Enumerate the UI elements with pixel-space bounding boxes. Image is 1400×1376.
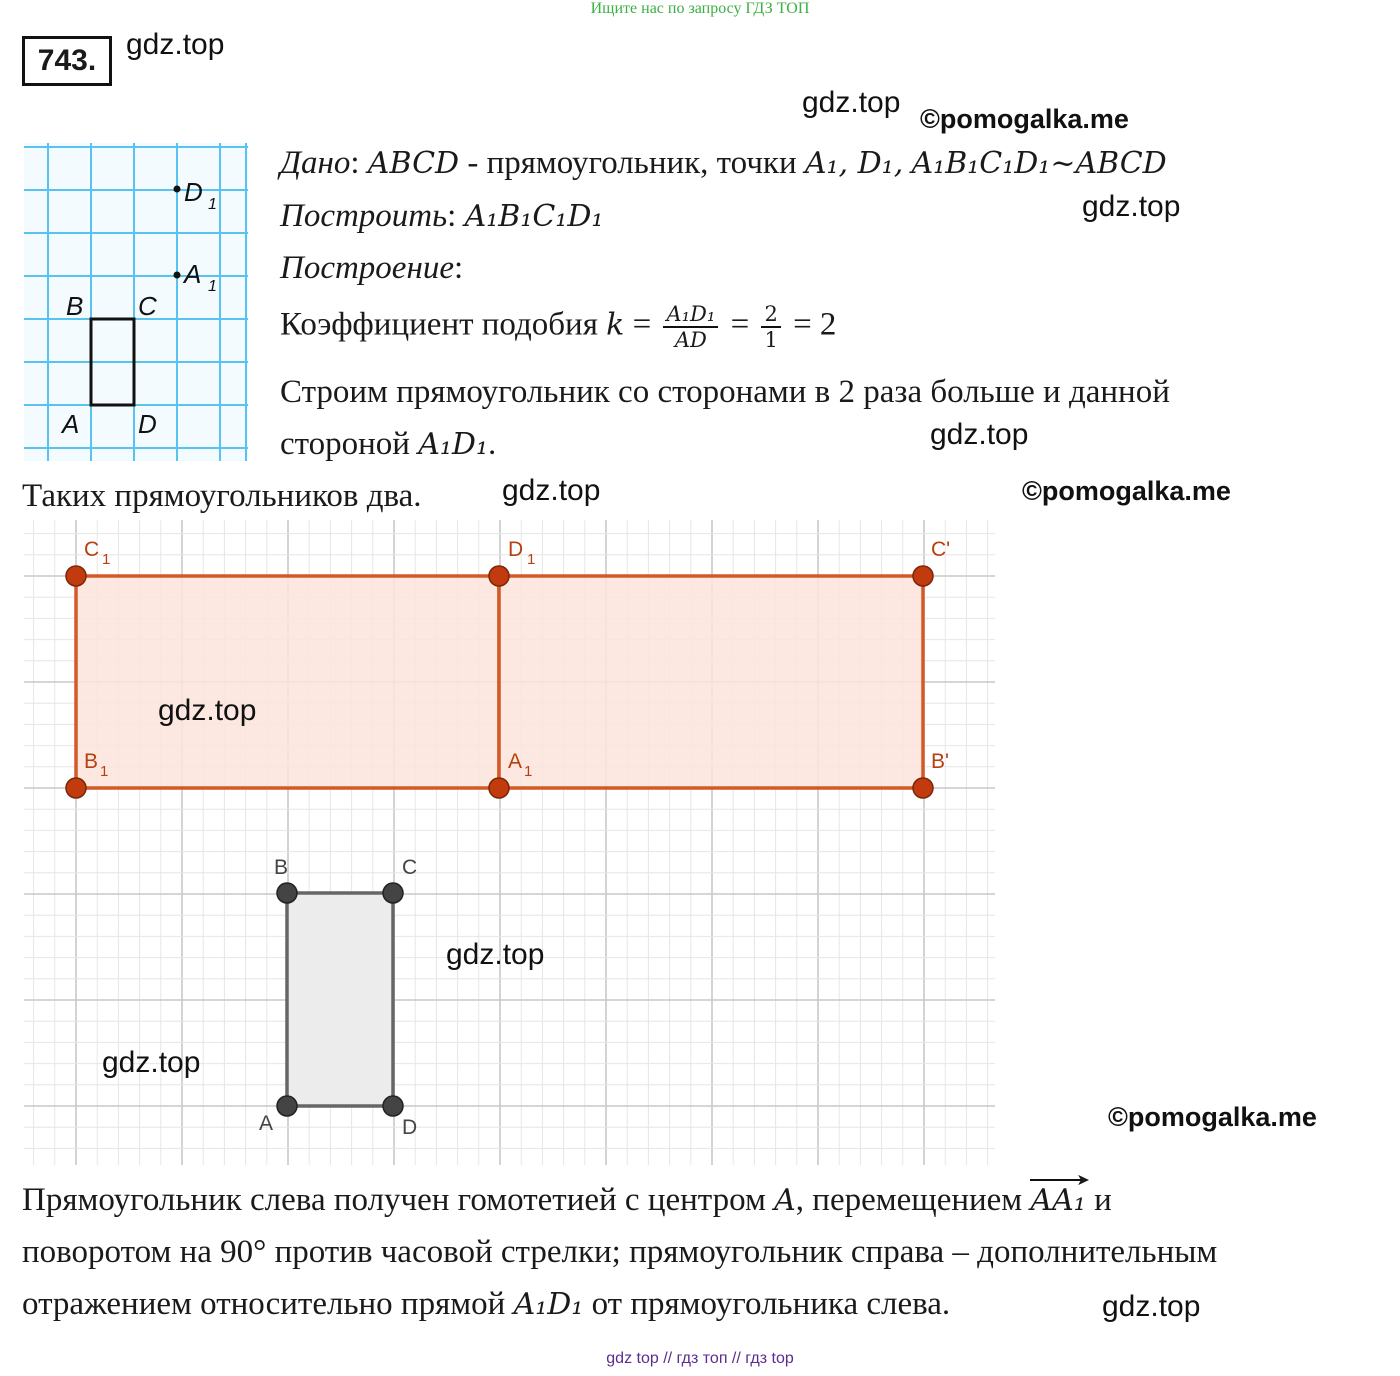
point-c bbox=[383, 883, 403, 903]
coefficient-k: k bbox=[606, 307, 625, 343]
conclusion-line-1 bbox=[22, 1170, 1112, 1219]
point-b1 bbox=[66, 778, 86, 798]
label-d: D bbox=[402, 1116, 418, 1139]
conclusion-line-1-a: Прямоугольник слева получен гомотетией с центром bbox=[22, 1182, 775, 1218]
label-b1: B bbox=[84, 750, 99, 773]
conclusion-line-2: поворотом на 90° против часовой стрелки; прямоугольник справа – дополнительным bbox=[22, 1234, 1218, 1270]
vector-text: AA₁ bbox=[1030, 1183, 1086, 1218]
conclusion-center-a: A bbox=[774, 1183, 796, 1218]
conclusion-line-3-a: отражением относительно прямой bbox=[22, 1286, 514, 1322]
small-label-a1-sub: 1 bbox=[208, 278, 217, 295]
build-line-2-end: . bbox=[488, 426, 497, 462]
label-d1: D bbox=[508, 538, 524, 561]
given-line bbox=[280, 145, 1167, 182]
fraction-numerator: 2 bbox=[761, 302, 780, 328]
footer-links: gdz top // гдз топ // гдз top bbox=[606, 1350, 794, 1367]
watermark-pomogalka: ©pomogalka.me bbox=[1022, 476, 1231, 506]
small-label-a1: A bbox=[184, 259, 202, 289]
conclusion-line-3-math: A₁D₁ bbox=[513, 1287, 584, 1322]
build-line-1: Строим прямоугольник со сторонами в 2 раза больше и данной bbox=[280, 374, 1170, 410]
watermark-gdz: gdz.top bbox=[126, 28, 225, 61]
given-points: A₁, D₁, bbox=[804, 146, 904, 181]
fraction-numerator: A₁D₁ bbox=[663, 302, 718, 328]
watermark-gdz: gdz.top bbox=[446, 938, 545, 971]
coefficient-result: = 2 bbox=[793, 306, 837, 343]
watermark-gdz: gdz.top bbox=[502, 474, 601, 507]
point-d bbox=[383, 1096, 403, 1116]
rect-abcd bbox=[287, 893, 393, 1106]
fraction-denominator: AD bbox=[674, 328, 707, 352]
coefficient-eq2: = bbox=[730, 306, 750, 343]
build-line-2-text: стороной bbox=[280, 426, 419, 462]
small-figure bbox=[24, 143, 248, 461]
vector-aa1 bbox=[1030, 1170, 1090, 1218]
label-c1: C bbox=[84, 538, 100, 561]
construction-colon: : bbox=[453, 250, 464, 286]
conclusion-line-3-b: от прямоугольника слева. bbox=[583, 1286, 951, 1322]
watermark-gdz: gdz.top bbox=[1102, 1290, 1201, 1323]
small-label-d1: D bbox=[184, 177, 203, 207]
watermark-gdz: gdz.top bbox=[102, 1046, 201, 1079]
construction-line bbox=[280, 250, 463, 287]
small-point-a1 bbox=[174, 272, 181, 279]
watermark-gdz: gdz.top bbox=[802, 86, 901, 119]
label-b-prime: B' bbox=[931, 750, 950, 773]
point-b bbox=[277, 883, 297, 903]
construction-label: Построение bbox=[280, 250, 454, 286]
watermark-gdz: gdz.top bbox=[1082, 190, 1181, 223]
watermark-gdz: gdz.top bbox=[930, 418, 1029, 451]
build-line-2-math: A₁D₁ bbox=[418, 427, 488, 462]
point-d1 bbox=[489, 566, 509, 586]
conclusion-line-3 bbox=[22, 1286, 950, 1323]
fraction-denominator: 1 bbox=[764, 328, 778, 352]
coefficient-text: Коэффициент подобия bbox=[280, 306, 598, 343]
construct-label: Построить bbox=[280, 198, 448, 234]
label-d1-sub: 1 bbox=[527, 551, 536, 568]
construct-colon: : bbox=[447, 198, 457, 234]
point-a bbox=[277, 1096, 297, 1116]
construct-math: A₁B₁C₁D₁ bbox=[464, 199, 604, 234]
given-label: Дано bbox=[280, 145, 351, 181]
problem-number: 743. bbox=[22, 36, 112, 86]
conclusion-line-1-c: и bbox=[1085, 1182, 1112, 1218]
watermark-pomogalka: ©pomogalka.me bbox=[1108, 1102, 1317, 1132]
vector-arrowhead-icon: ➤ bbox=[1076, 1170, 1090, 1189]
label-c-prime: C' bbox=[931, 538, 951, 561]
small-point-d1 bbox=[174, 186, 181, 193]
label-c: C bbox=[402, 856, 418, 879]
conclusion-line-1-b: , перемещением bbox=[795, 1182, 1031, 1218]
given-colon: : bbox=[350, 145, 360, 181]
small-label-d: D bbox=[138, 409, 157, 439]
label-b1-sub: 1 bbox=[100, 763, 109, 780]
coefficient-line bbox=[280, 302, 836, 352]
watermark-gdz: gdz.top bbox=[158, 694, 257, 727]
coefficient-eq: = bbox=[632, 306, 652, 343]
point-c1 bbox=[66, 566, 86, 586]
given-text: - прямоугольник, точки bbox=[459, 145, 805, 181]
watermark-pomogalka: ©pomogalka.me bbox=[920, 104, 1129, 134]
rect-a1b-c-d1 bbox=[499, 576, 923, 788]
fraction-a1d1-ad bbox=[663, 302, 718, 352]
small-label-c: C bbox=[138, 291, 157, 321]
point-a1 bbox=[489, 778, 509, 798]
top-banner: Ищите нас по запросу ГДЗ ТОП bbox=[590, 0, 810, 17]
construct-line bbox=[280, 198, 603, 235]
label-a1-sub: 1 bbox=[524, 763, 533, 780]
fraction-2-1 bbox=[761, 302, 780, 352]
rect-a1b1c1d1 bbox=[76, 576, 499, 788]
small-label-d1-sub: 1 bbox=[208, 196, 217, 213]
point-c-prime bbox=[913, 566, 933, 586]
label-a1: A bbox=[508, 750, 523, 773]
small-label-a: A bbox=[62, 409, 80, 439]
label-b: B bbox=[274, 856, 289, 879]
given-similarity: A₁B₁C₁D₁~ABCD bbox=[911, 146, 1167, 181]
point-b-prime bbox=[913, 778, 933, 798]
small-label-b: B bbox=[66, 291, 84, 321]
label-c1-sub: 1 bbox=[102, 551, 111, 568]
two-rects-text: Таких прямоугольников два. bbox=[22, 478, 422, 514]
label-a: A bbox=[259, 1112, 274, 1135]
given-abcd: ABCD bbox=[367, 146, 460, 181]
build-line-2 bbox=[280, 426, 496, 463]
